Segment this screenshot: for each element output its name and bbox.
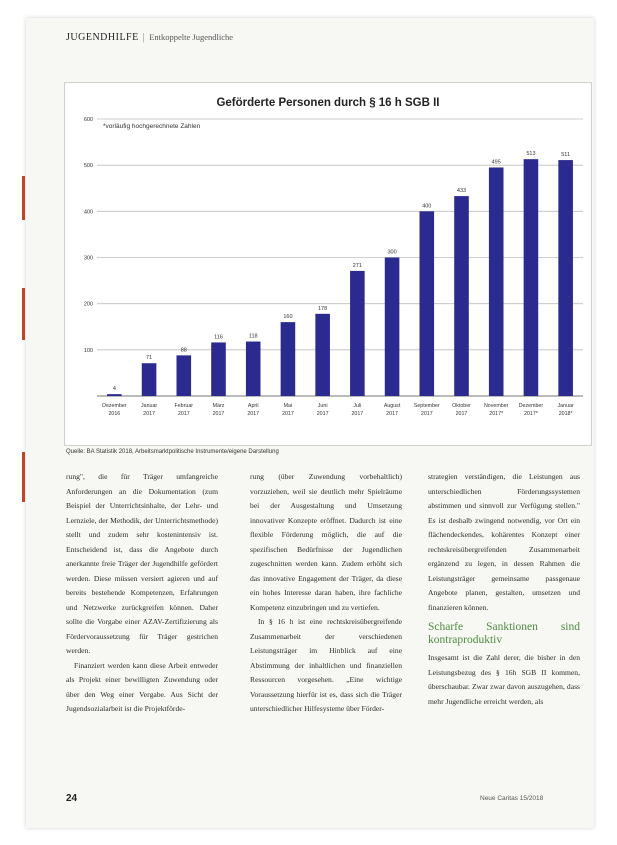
- bar: [315, 314, 330, 396]
- text-column-2: [250, 470, 402, 717]
- data-label: 271: [352, 262, 362, 269]
- data-label: 433: [456, 188, 467, 195]
- left-margin-mark: [22, 288, 25, 340]
- bar: [350, 271, 365, 396]
- x-tick-label: Dezember 2017*: [518, 403, 544, 417]
- chart-source: Quelle: BA Statistik 2018, Arbeitsmarktpolitische Instrumente/eigene Darstellung: [66, 449, 279, 455]
- left-margin-mark: [22, 452, 25, 502]
- bar: [211, 342, 226, 396]
- bar: [142, 363, 157, 396]
- x-tick-label: März 2017: [212, 403, 225, 417]
- paragraph: In § 16 h ist eine rechtskreisübergreifende Zusammenarbeit der verschiedenen Leistungsträger im Hinblick auf eine Abstimmung der inhaltlichen und finanziellen Ressourcen vorgesehen. „Eine wichtige Voraussetzung hierfür ist es, dass sich die Träger unterschiedlicher Hilfesysteme über Förder-: [250, 617, 402, 713]
- data-label: 4: [112, 386, 116, 393]
- data-label: 400: [422, 203, 432, 210]
- y-tick-label: 500: [83, 163, 93, 170]
- paragraph: Insgesamt ist die Zahl derer, die bisher in den Leistungsbezug des § 16h SGB II kommen, überschaubar. Zwar zwar davon auszugehen, dass mehr Jugendliche erreicht werden, als: [428, 653, 580, 706]
- x-tick-label: Dezember 2016: [102, 403, 127, 417]
- y-tick-label: 600: [83, 117, 93, 123]
- bar: [454, 196, 469, 396]
- bar-chart: [64, 82, 592, 446]
- x-tick-label: August 2017: [383, 403, 401, 417]
- data-label: 116: [214, 334, 223, 341]
- bar: [176, 355, 191, 396]
- data-label: 160: [283, 314, 293, 321]
- running-header: [66, 32, 233, 43]
- data-label: 495: [491, 159, 501, 166]
- x-tick-label: Februar 2017: [174, 403, 194, 417]
- header-separator: |: [142, 32, 146, 43]
- header-subtitle: Entkoppelte Jugendliche: [149, 32, 234, 42]
- bar: [281, 322, 296, 396]
- left-margin-mark: [22, 176, 25, 220]
- x-tick-label: Juni 2017: [316, 403, 329, 417]
- y-tick-label: 400: [83, 209, 93, 216]
- x-tick-label: Januar 2018*: [557, 403, 574, 417]
- x-tick-label: Januar 2017: [140, 403, 158, 417]
- bar: [419, 211, 434, 396]
- paragraph: Finanziert werden kann diese Arbeit entweder als Projekt einer bewilligten Zuwendung oder über den Weg einer Vergabe. Aus Sicht der Jugendsozialarbeit ist die Projektförde-: [66, 660, 218, 713]
- x-tick-label: Mai 2017: [282, 403, 294, 417]
- paragraph: rung", die für Träger umfangreiche Anforderungen an die Dokumentation (zum Beispiel der Unterrichtsinhalte, der Lehr- und Lernziele, der Methodik, der Unterrichtsmethode) stellt und zudem sehr kostenintensiv ist. Entscheidend ist, dass die Angebote durch anerkannte freie Träger der Jugendhilfe gefördert werden. Diese müssen versiert agieren und auf bereits bestehende Kompetenzen, Erfahrungen und Netzwerke zurückgreifen können. Daher sollte die Vorgabe einer AZAV-Zertifizierung als Fördervoraussetzung für Träger gestrichen werden.: [66, 472, 218, 655]
- page-number: 24: [66, 793, 78, 804]
- x-tick-label: November 2017*: [483, 403, 509, 417]
- data-label: 118: [248, 333, 258, 340]
- bar: [489, 167, 504, 396]
- y-tick-label: 300: [83, 255, 93, 262]
- header-section: JUGENDHILFE: [66, 32, 139, 43]
- section-heading: Scharfe Sanktionen sind kontraproduktiv: [428, 621, 580, 646]
- bar: [385, 258, 400, 397]
- x-tick-label: Oktober 2017: [452, 403, 471, 417]
- y-tick-label: 100: [83, 347, 93, 354]
- bar: [246, 342, 261, 396]
- paragraph: strategien verständigen, die Leistungen aus unterschiedlichen Förderungssystemen abstimmen und sinnvoll zur Verfügung stellen." Es ist deshalb zwingend notwendig, vor Ort ein flächendeckendes, kohärentes Konzept einer rechtskreisübergreifenden Zusammenarbeit ergänzend zu legen, in dessen Rahmen die Leistungsträger gemeinsame passgenaue Angebote planen, gestalten, umsetzen und finanzieren können.: [428, 472, 580, 612]
- data-label: 88: [180, 347, 187, 354]
- data-label: 300: [387, 249, 397, 256]
- bar: [524, 159, 539, 396]
- chart-note: *vorläufig hochgerechnete Zahlen: [103, 123, 201, 130]
- x-tick-label: April 2017: [247, 403, 260, 417]
- data-label: 513: [526, 151, 536, 158]
- paragraph: rung (über Zuwendung vorbehaltlich) vorzuziehen, weil sie deutlich mehr Spielräume bei der Ausgestaltung und Umsetzung innovativer Konzepte eröffnet. Dadurch ist eine flexible Förderung möglich, die auf die spezifischen Bedürfnisse der Jugendlichen zugeschnitten werden kann. Zudem erhöht sich das innovative Engagement der Träger, da diese ein hohes Interesse daran haben, ihre fachliche Kompetenz einzubringen und zu vertiefen.: [250, 472, 402, 612]
- data-label: 178: [318, 305, 328, 312]
- data-label: 511: [561, 152, 571, 159]
- chart-plot: [65, 83, 591, 445]
- text-column-1: [66, 470, 218, 717]
- data-label: 71: [146, 355, 153, 362]
- bar: [558, 160, 573, 396]
- footer-journal: Neue Caritas 15/2018: [480, 795, 544, 802]
- text-column-3: [428, 470, 580, 709]
- y-tick-label: 200: [83, 301, 93, 308]
- x-tick-label: September 2017: [413, 403, 440, 417]
- x-tick-label: Juli 2017: [351, 403, 364, 417]
- chart-title: Geförderte Personen durch § 16 h SGB II: [216, 97, 440, 109]
- bar: [107, 394, 122, 396]
